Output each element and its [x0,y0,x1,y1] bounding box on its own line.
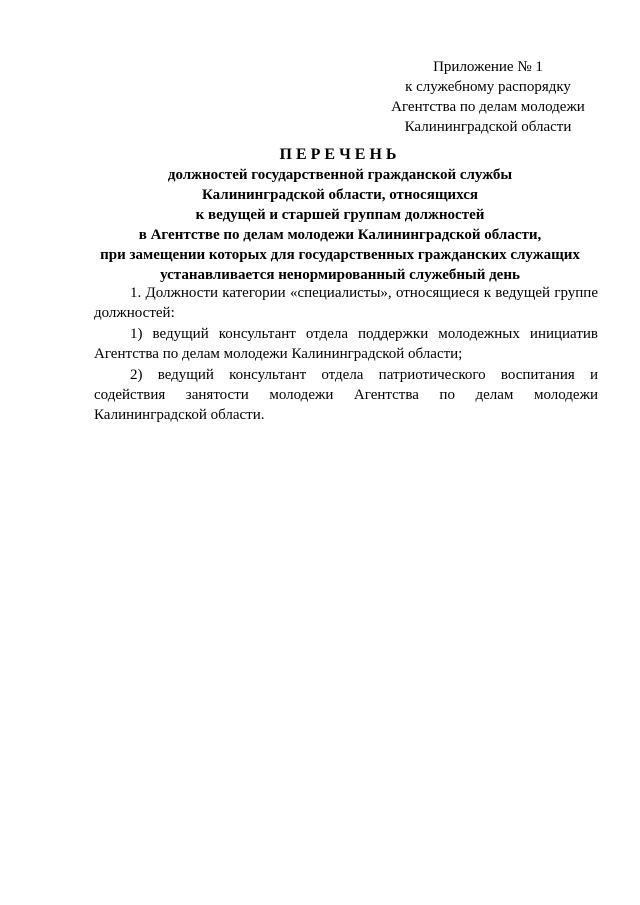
appendix-line-1: Приложение № 1 [433,59,543,75]
title-line-6: устанавливается ненормированный служебный день [160,267,520,283]
title-heading: ПЕРЕЧЕНЬ [279,146,401,163]
document-body [94,283,598,426]
appendix-line-2: к служебному распорядку [405,79,571,95]
appendix-line-4: Калининградской области [404,119,572,135]
title-line-1: должностей государственной гражданской службы [167,167,513,183]
appendix-note [360,57,616,137]
document-title [80,145,600,285]
appendix-line-3: Агентства по делам молодежи [391,99,585,115]
paragraph-item-1: 1) ведущий консультант отдела поддержки молодежных инициатив Агентства по делам молодежи Калининградской области; [94,326,598,362]
title-line-4: в Агентстве по делам молодежи Калининградской области, [138,227,542,243]
paragraph-category-specialists: 1. Должности категории «специалисты», относящиеся к ведущей группе должностей: [94,285,598,321]
title-line-5: при замещении которых для государственных гражданских служащих [100,247,580,263]
title-line-3: к ведущей и старшей группам должностей [195,207,485,223]
paragraph-item-2: 2) ведущий консультант отдела патриотического воспитания и содействия занятости молодежи Агентства по делам молодежи Калининградской области. [94,367,598,423]
title-line-2: Калининградской области, относящихся [202,187,478,203]
